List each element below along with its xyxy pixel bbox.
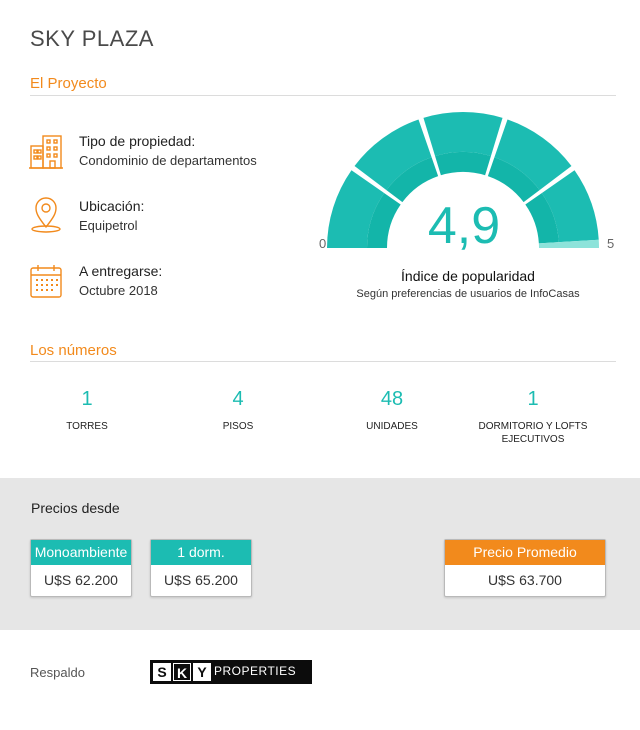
price-card-amount: U$S 63.700	[488, 572, 562, 588]
backing-label: Respaldo	[30, 665, 85, 680]
stat-value: 1	[527, 388, 539, 410]
info-property-type	[28, 132, 328, 172]
page-title: SKY PLAZA	[30, 26, 154, 51]
delivery-value: Octubre 2018	[79, 283, 158, 298]
section-heading-numbers: Los números	[30, 342, 117, 359]
section-divider	[30, 361, 616, 362]
popularity-title: Índice de popularidad	[401, 268, 535, 284]
stat-caption: PISOS	[222, 421, 254, 432]
info-delivery	[28, 262, 328, 302]
price-card-studio[interactable]	[30, 539, 132, 597]
sky-properties-logo: S K Y PROPERTIES	[150, 660, 312, 684]
price-card-type: Monoambiente	[31, 540, 131, 565]
info-location	[28, 197, 328, 237]
delivery-label: A entregarse:	[79, 263, 163, 279]
gauge-min-label: 0	[319, 236, 327, 251]
stat-caption: DORMITORIO Y LOFTS EJECUTIVOS	[478, 421, 588, 445]
location-pin-icon	[28, 197, 64, 235]
price-card-one-bedroom[interactable]	[150, 539, 252, 597]
stat-units	[322, 388, 462, 433]
stat-bedrooms	[463, 388, 603, 446]
section-heading-project: El Proyecto	[30, 75, 107, 92]
stat-value: 1	[81, 388, 93, 410]
property-type-value: Condominio de departamentos	[79, 153, 257, 168]
location-label: Ubicación:	[79, 198, 145, 214]
building-icon	[28, 132, 64, 170]
price-card-amount: U$S 62.200	[44, 572, 118, 588]
price-card-amount: U$S 65.200	[164, 572, 238, 588]
stat-caption: TORRES	[66, 421, 108, 432]
section-divider	[30, 95, 616, 96]
stat-floors	[168, 388, 308, 433]
price-card-type: 1 dorm.	[151, 540, 251, 565]
stat-value: 4	[232, 388, 244, 410]
gauge-segment	[423, 112, 502, 156]
calendar-icon	[28, 262, 64, 300]
popularity-score: 4,9	[427, 197, 501, 255]
prices-label: Precios desde	[31, 500, 120, 516]
popularity-subtitle: Según preferencias de usuarios de InfoCasas	[356, 288, 580, 300]
gauge-segment-inner	[435, 152, 491, 175]
property-type-label: Tipo de propiedad:	[79, 133, 196, 149]
price-card-average[interactable]	[444, 539, 606, 597]
stat-towers	[17, 388, 157, 433]
stat-caption: UNIDADES	[366, 421, 418, 432]
location-value: Equipetrol	[79, 218, 138, 233]
price-card-type: Precio Promedio	[445, 540, 605, 565]
stat-value: 48	[380, 388, 404, 410]
gauge-max-label: 5	[607, 236, 615, 251]
